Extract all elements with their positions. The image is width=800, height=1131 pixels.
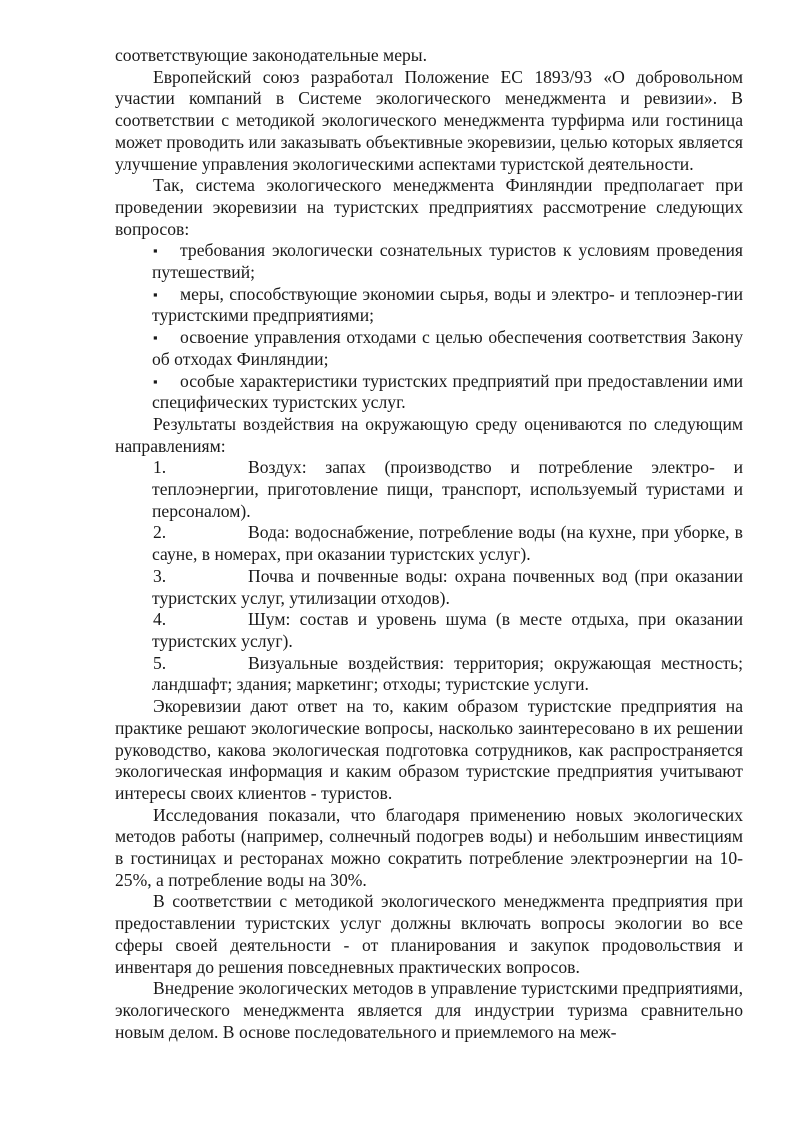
numbered-item <box>115 522 743 565</box>
bullet-square-icon: ▪ <box>153 373 158 389</box>
bullet-text: особые характеристики туристских предприятий при предоставлении ими специфических туристских услуг. <box>152 370 743 413</box>
paragraph-finland-system: Так, система экологического менеджмента Финляндии предполагает при проведении экоревизии на туристских предприятиях рассмотрение следующих вопросов: <box>115 175 743 239</box>
bullet-square-icon: ▪ <box>153 286 158 302</box>
document-body <box>115 45 743 1043</box>
bullet-text: требования экологически сознательных туристов к условиям проведения путешествий; <box>152 240 743 283</box>
numbered-item <box>115 653 743 696</box>
paragraph-continuation: соответствующие законодательные меры. <box>115 45 428 65</box>
item-number: 3. <box>153 565 167 586</box>
numbered-item <box>115 566 743 609</box>
paragraph-eu-regulation: Европейский союз разработал Положение ЕС 1893/93 «О добровольном участии компаний в Системе экологического менеджмента и ревизии». В соответствии с методикой экологического менеджмента турфирма или гостиница может проводить или заказывать объективные экоревизии, целью которых является улучшение управления экологическими аспектами туристской деятельности. <box>115 66 743 174</box>
bullet-square-icon: ▪ <box>153 330 158 346</box>
numbered-text: Вода: водоснабжение, потребление воды (на кухне, при уборке, в сауне, в номерах, при оказании туристских услуг). <box>152 522 743 565</box>
bullet-text: освоение управления отходами с целью обеспечения соответствия Закону об отходах Финляндии; <box>152 327 743 369</box>
paragraph-results: Результаты воздействия на окружающую среду оцениваются по следующим направлениям: <box>115 413 743 456</box>
paragraph-ecoaudits: Экоревизии дают ответ на то, каким образом туристские предприятия на практике решают экологические вопросы, насколько заинтересовано в их решении руководство, какова экологическая подготовка сотрудников, как распространяется экологическая информация и каким образом туристские предприятия учитывают интересы своих клиентов - туристов. <box>115 696 743 803</box>
bullet-item <box>115 240 743 283</box>
bullet-item <box>115 327 743 370</box>
item-number: 4. <box>153 609 167 630</box>
item-number: 5. <box>153 652 167 673</box>
numbered-item <box>115 609 743 652</box>
bullet-text: меры, способствующие экономии сырья, воды и электро- и теплоэнер-гии туристскими предприятиями; <box>152 283 743 326</box>
paragraph-research: Исследования показали, что благодаря применению новых экологических методов работы (например, солнечный подогрев воды) и небольшим инвестициям в гостиницах и ресторанах можно сократить потребление электроэнергии на 10-25%, а потребление воды на 30%. <box>115 804 743 890</box>
item-number: 1. <box>153 457 167 478</box>
paragraph-implementation: Внедрение экологических методов в управление туристскими предприятиями, экологического менеджмента является для индустрии туризма сравнительно новым делом. В основе последовательного и приемлемого на меж- <box>115 978 743 1042</box>
numbered-text: Визуальные воздействия: территория; окружающая местность; ландшафт; здания; маркетинг; отходы; туристские услуги. <box>152 652 743 695</box>
bullet-item <box>115 284 743 327</box>
item-number: 2. <box>153 522 167 543</box>
numbered-text: Шум: состав и уровень шума (в месте отдыха, при оказании туристских услуг). <box>152 609 743 651</box>
bullet-item <box>115 371 743 414</box>
numbered-item <box>115 457 743 522</box>
numbered-text: Воздух: запах (производство и потребление электро- и теплоэнергии, приготовление пищи, транспорт, используемый туристами и персоналом). <box>152 457 743 521</box>
bullet-square-icon: ▪ <box>153 243 158 259</box>
paragraph-methodology: В соответствии с методикой экологического менеджмента предприятия при предоставлении туристских услуг должны включать вопросы экологии во все сферы своей деятельности - от планирования и закупок продовольствия и инвентаря до решения повседневных практических вопросов. <box>115 891 743 977</box>
numbered-text: Почва и почвенные воды: охрана почвенных вод (при оказании туристских услуг, утилизации отходов). <box>152 565 743 608</box>
